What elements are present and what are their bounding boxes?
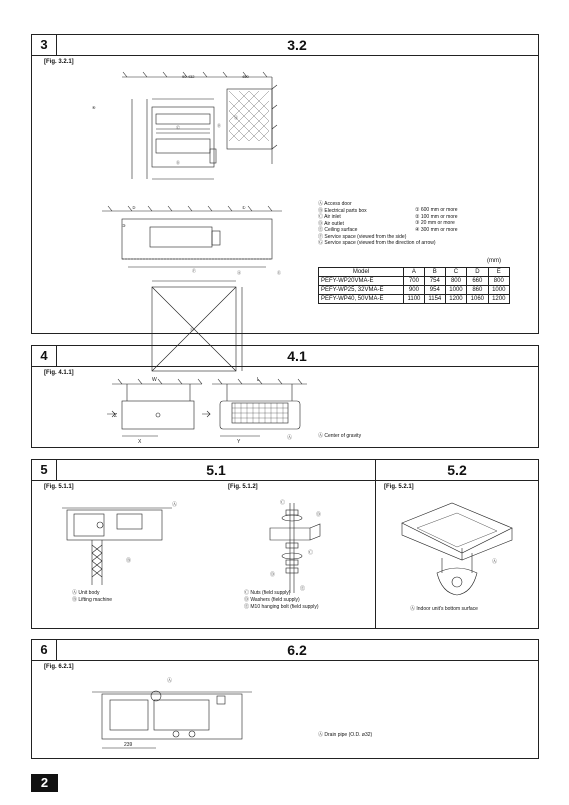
figure-label: [Fig. 5.2.1] xyxy=(384,484,414,490)
label-F: Ⓕ xyxy=(192,268,196,273)
section-title: 4.1 xyxy=(287,348,307,364)
label-G: Ⓖ xyxy=(190,327,194,332)
caption: Ⓑ Lifting machine xyxy=(72,597,113,603)
dim-W: W xyxy=(152,377,157,383)
legend-item: Ⓕ Service space (viewed from the side) xyxy=(318,233,407,240)
table-row xyxy=(319,286,510,295)
legend-item: ② 100 mm or more xyxy=(415,213,458,220)
table-row xyxy=(319,277,510,286)
table-cell: 954 xyxy=(424,286,445,295)
caption: Ⓓ Washers (field supply) xyxy=(244,597,300,603)
section-number: 5 xyxy=(32,460,57,480)
fig-6-2-1-drawing xyxy=(92,674,252,754)
figure-label: [Fig. 6.2.1] xyxy=(44,664,74,670)
section-4 xyxy=(31,345,539,448)
fig-5-1-2-drawing xyxy=(260,498,340,598)
table-cell: 754 xyxy=(424,277,445,286)
section-5-header xyxy=(32,460,538,481)
section-6-header xyxy=(32,640,538,661)
fig-5-1-1-drawing xyxy=(62,500,192,590)
page-number: 2 xyxy=(31,774,58,792)
table-cell: 1060 xyxy=(467,295,488,304)
section-3-header xyxy=(32,35,538,56)
figure-label: [Fig. 5.1.1] xyxy=(44,484,74,490)
legend-item: ③ 20 mm or more xyxy=(415,220,455,226)
dim-239: 239 xyxy=(124,742,133,748)
legend-item: Ⓔ Ceiling surface xyxy=(318,227,358,233)
table-cell: 860 xyxy=(467,286,488,295)
table-cell: 1200 xyxy=(445,295,466,304)
section-number: 6 xyxy=(32,640,57,660)
fig-3-2-1-drawing xyxy=(92,69,282,339)
caption: Ⓔ M10 hanging bolt (field supply) xyxy=(244,604,319,610)
section-title: 3.2 xyxy=(287,37,307,53)
divider xyxy=(375,460,376,628)
table-header: Model xyxy=(319,268,404,277)
section-title: 5.1 xyxy=(206,462,226,478)
table-cell: 660 xyxy=(467,277,488,286)
table-header: C xyxy=(445,268,466,277)
label-A2: Ⓐ xyxy=(237,270,241,275)
section-5 xyxy=(31,459,539,629)
section-number: 4 xyxy=(32,346,57,366)
label-D2: Ⓓ xyxy=(270,572,276,578)
table-cell: PEFY-WP40, 50VMA-E xyxy=(319,295,404,304)
dim-L: L xyxy=(257,377,260,383)
legend-right xyxy=(415,207,458,233)
table-cell: 800 xyxy=(445,277,466,286)
dimension-table xyxy=(318,267,510,304)
dim-Z: Z xyxy=(114,413,118,419)
fig-4-1-1-drawing xyxy=(102,376,312,446)
dim-label: 90-432 xyxy=(182,74,195,79)
figure-label: [Fig. 3.2.1] xyxy=(44,59,74,65)
legend-item: ④ 300 mm or more xyxy=(415,226,458,233)
label-C: Ⓒ xyxy=(280,500,286,506)
table-cell: 1200 xyxy=(488,295,509,304)
fig-5-2-1-drawing xyxy=(397,498,517,598)
legend-item: Ⓑ Electrical parts box xyxy=(318,207,367,214)
legend-item: Ⓖ Service space (viewed from the direction of arrow) xyxy=(318,240,436,246)
table-header: B xyxy=(424,268,445,277)
label-B: Ⓑ xyxy=(217,123,221,128)
dim-Y: Y xyxy=(237,439,241,445)
table-cell: 1000 xyxy=(445,286,466,295)
label-A: Ⓐ xyxy=(172,502,178,508)
table-header-row xyxy=(319,268,510,277)
table-row xyxy=(319,295,510,304)
figure-label: [Fig. 5.1.2] xyxy=(228,484,258,490)
section-title: 6.2 xyxy=(287,642,307,658)
label-A: Ⓐ xyxy=(287,435,293,441)
label-A: Ⓐ xyxy=(167,678,173,684)
caption: Ⓒ Nuts (field supply) xyxy=(244,590,291,596)
section-3 xyxy=(31,34,539,334)
table-cell: 700 xyxy=(404,277,425,286)
dim-label: 450 xyxy=(242,74,249,79)
table-header: A xyxy=(404,268,425,277)
label-D: Ⓓ xyxy=(316,512,322,518)
label-B: Ⓑ xyxy=(126,558,132,564)
legend-item: Ⓓ Air outlet xyxy=(318,220,344,227)
table-header: D xyxy=(467,268,488,277)
table-cell: 1100 xyxy=(404,295,425,304)
table-header: E xyxy=(488,268,509,277)
section-6 xyxy=(31,639,539,759)
legend-item: ① 600 mm or more xyxy=(415,207,458,213)
section-4-header xyxy=(32,346,538,367)
table-cell: PEFY-WP25, 32VMA-E xyxy=(319,286,404,295)
label-C2: Ⓒ xyxy=(308,550,314,556)
caption: Ⓐ Indoor unit's bottom surface xyxy=(410,606,478,612)
unit-label: (mm) xyxy=(487,258,501,264)
label-3: ③ xyxy=(122,223,126,228)
table-cell: 1000 xyxy=(488,286,509,295)
table-cell: 900 xyxy=(404,286,425,295)
legend-item: Ⓒ Air inlet xyxy=(318,214,341,220)
caption: Ⓐ Drain pipe (O.D. ø32) xyxy=(318,732,373,738)
label-2: ② xyxy=(132,205,136,210)
label-A: Ⓐ xyxy=(234,115,238,120)
table-cell: PEFY-WP20VMA-E xyxy=(319,277,404,286)
table-cell: 800 xyxy=(488,277,509,286)
table-cell: 1154 xyxy=(424,295,445,304)
label-C: Ⓒ xyxy=(176,125,180,130)
label-A: Ⓐ xyxy=(492,559,498,565)
section-title-5-2: 5.2 xyxy=(447,462,467,478)
caption: Ⓐ Center of gravity xyxy=(318,433,362,439)
label-1: ① xyxy=(242,205,246,210)
caption: Ⓐ Unit body xyxy=(72,590,100,596)
dim-X: X xyxy=(138,439,142,445)
label-E: Ⓔ xyxy=(277,270,281,275)
section-number: 3 xyxy=(32,35,57,55)
label-4: ④ xyxy=(92,105,96,110)
figure-label: [Fig. 4.1.1] xyxy=(44,370,74,376)
label-E: Ⓔ xyxy=(300,586,306,592)
legend-item: Ⓐ Access door xyxy=(318,201,352,207)
label-D: Ⓓ xyxy=(176,160,180,165)
